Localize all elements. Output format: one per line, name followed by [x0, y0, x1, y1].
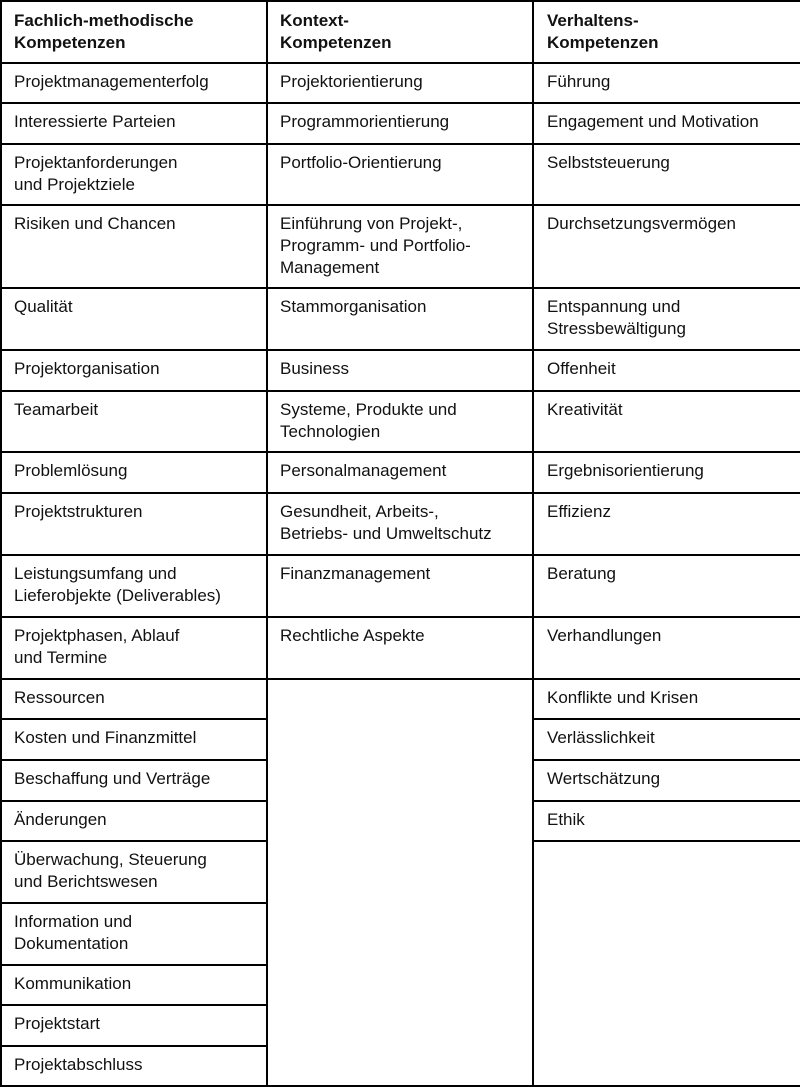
row-divider: [532, 349, 800, 351]
row-divider: [0, 964, 266, 966]
row-divider: [0, 102, 266, 104]
table-left-border: [0, 0, 2, 1087]
row-divider: [532, 759, 800, 761]
row-divider: [0, 1045, 266, 1047]
row-divider: [532, 102, 800, 104]
row-divider: [266, 678, 532, 680]
table-cell-kontext: Personalmanagement: [280, 461, 447, 480]
row-divider: [532, 204, 800, 206]
column-divider-1: [266, 0, 268, 1087]
table-cell-kontext: Portfolio-Orientierung: [280, 153, 442, 172]
table-cell-verhalten: Durchsetzungsvermögen: [547, 214, 736, 233]
row-divider: [532, 840, 800, 842]
row-divider: [532, 718, 800, 720]
table-cell-fachlich: Ressourcen: [14, 688, 105, 707]
row-divider: [0, 349, 266, 351]
row-divider: [0, 678, 266, 680]
table-cell-verhalten: Wertschätzung: [547, 769, 661, 788]
row-divider: [266, 451, 532, 453]
row-divider: [532, 616, 800, 618]
header-divider: [0, 62, 800, 64]
row-divider: [532, 800, 800, 802]
row-divider: [0, 840, 266, 842]
table-cell-fachlich: Teamarbeit: [14, 400, 99, 419]
table-cell-verhalten: Engagement und Motivation: [547, 112, 759, 131]
table-cell-kontext: Einführung von Projekt-, Programm- und Portfolio- Management: [280, 214, 471, 277]
table-cell-fachlich: Projektanforderungen und Projektziele: [14, 153, 178, 194]
table-cell-verhalten: Offenheit: [547, 359, 616, 378]
table-cell-kontext: Rechtliche Aspekte: [280, 626, 425, 645]
table-cell-fachlich: Projektmanagementerfolg: [14, 72, 209, 91]
column-divider-2: [532, 0, 534, 1087]
table-cell-verhalten: Ethik: [547, 810, 585, 829]
row-divider: [0, 554, 266, 556]
table-cell-fachlich: Änderungen: [14, 810, 107, 829]
table-cell-fachlich: Projektstart: [14, 1014, 100, 1033]
table-top-border: [0, 0, 800, 2]
table-cell-fachlich: Projektorganisation: [14, 359, 160, 378]
row-divider: [532, 287, 800, 289]
row-divider: [0, 902, 266, 904]
table-cell-fachlich: Problemlösung: [14, 461, 128, 480]
table-cell-verhalten: Selbststeuerung: [547, 153, 670, 172]
table-cell-kontext: Systeme, Produkte und Technologien: [280, 400, 457, 441]
header-verhalten: Verhaltens- Kompetenzen: [547, 11, 659, 52]
table-cell-fachlich: Interessierte Parteien: [14, 112, 176, 131]
table-cell-kontext: Business: [280, 359, 349, 378]
table-cell-kontext: Gesundheit, Arbeits-, Betriebs- und Umweltschutz: [280, 502, 492, 543]
table-cell-kontext: Stammorganisation: [280, 297, 427, 316]
table-cell-verhalten: Ergebnisorientierung: [547, 461, 704, 480]
table-cell-kontext: Projektorientierung: [280, 72, 423, 91]
table-cell-verhalten: Verhandlungen: [547, 626, 662, 645]
row-divider: [532, 492, 800, 494]
row-divider: [0, 390, 266, 392]
row-divider: [0, 718, 266, 720]
row-divider: [0, 759, 266, 761]
row-divider: [0, 143, 266, 145]
table-cell-fachlich: Information und Dokumentation: [14, 912, 133, 953]
row-divider: [266, 204, 532, 206]
row-divider: [0, 451, 266, 453]
table-cell-fachlich: Kommunikation: [14, 974, 132, 993]
header-fachlich: Fachlich-methodische Kompetenzen: [14, 11, 194, 52]
table-cell-fachlich: Projektstrukturen: [14, 502, 143, 521]
row-divider: [266, 143, 532, 145]
row-divider: [532, 554, 800, 556]
row-divider: [0, 616, 266, 618]
row-divider: [532, 451, 800, 453]
table-cell-verhalten: Kreativität: [547, 400, 623, 419]
row-divider: [532, 678, 800, 680]
row-divider: [266, 390, 532, 392]
table-cell-verhalten: Konflikte und Krisen: [547, 688, 699, 707]
table-cell-kontext: Programmorientierung: [280, 112, 450, 131]
row-divider: [266, 616, 532, 618]
table-cell-verhalten: Verlässlichkeit: [547, 728, 655, 747]
row-divider: [0, 800, 266, 802]
table-cell-fachlich: Kosten und Finanzmittel: [14, 728, 197, 747]
table-cell-fachlich: Überwachung, Steuerung und Berichtswesen: [14, 850, 207, 891]
table-cell-fachlich: Qualität: [14, 297, 73, 316]
table-cell-verhalten: Führung: [547, 72, 611, 91]
header-kontext: Kontext- Kompetenzen: [280, 11, 392, 52]
row-divider: [0, 287, 266, 289]
row-divider: [266, 102, 532, 104]
table-cell-fachlich: Leistungsumfang und Lieferobjekte (Deliverables): [14, 564, 221, 605]
row-divider: [266, 492, 532, 494]
row-divider: [0, 1004, 266, 1006]
row-divider: [532, 390, 800, 392]
table-cell-fachlich: Projektphasen, Ablauf und Termine: [14, 626, 180, 667]
row-divider: [266, 349, 532, 351]
row-divider: [532, 143, 800, 145]
row-divider: [0, 204, 266, 206]
row-divider: [0, 492, 266, 494]
table-cell-verhalten: Beratung: [547, 564, 616, 583]
table-cell-verhalten: Effizienz: [547, 502, 611, 521]
table-cell-verhalten: Entspannung und Stressbewältigung: [547, 297, 686, 338]
table-cell-fachlich: Projektabschluss: [14, 1055, 143, 1074]
row-divider: [266, 287, 532, 289]
table-cell-fachlich: Beschaffung und Verträge: [14, 769, 211, 788]
table-cell-kontext: Finanzmanagement: [280, 564, 431, 583]
row-divider: [266, 554, 532, 556]
table-cell-fachlich: Risiken und Chancen: [14, 214, 176, 233]
